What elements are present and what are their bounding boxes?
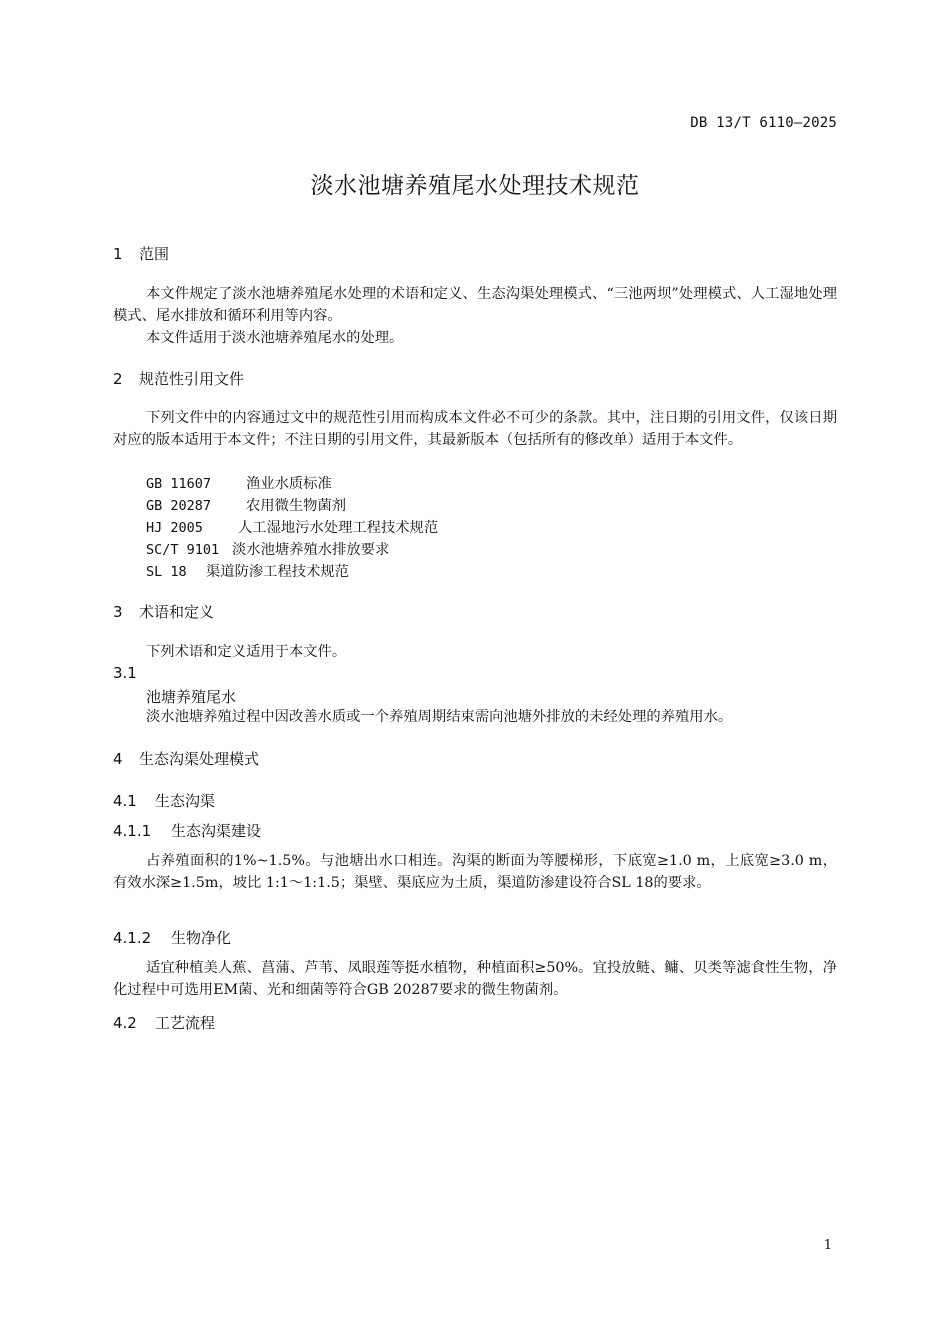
- document-title: 淡水池塘养殖尾水处理技术规范: [310, 173, 640, 199]
- section-number: 4.1.1: [113, 822, 152, 840]
- reference-title: 渠道防渗工程技术规范: [206, 564, 349, 580]
- term-number: 3.1: [113, 664, 137, 682]
- section-4-1-heading: [113, 790, 215, 811]
- reference-item: [146, 561, 349, 583]
- section-title: 生态沟渠处理模式: [139, 750, 260, 768]
- section-3-paragraph-1: 下列术语和定义适用于本文件。: [146, 644, 347, 660]
- section-number: 3: [113, 603, 123, 621]
- section-4-2-heading: [113, 1012, 215, 1033]
- section-number: 2: [113, 370, 123, 388]
- section-4-heading: [113, 748, 259, 769]
- reference-code: SL 18: [146, 564, 187, 580]
- reference-item: [146, 495, 346, 517]
- section-title: 术语和定义: [139, 603, 215, 621]
- page-number: 1: [823, 1238, 832, 1253]
- section-1-heading: [113, 243, 169, 264]
- reference-code: GB 20287: [146, 498, 212, 514]
- section-4-1-2-paragraph: 适宜种植美人蕉、菖蒲、芦苇、凤眼莲等挺水植物，种植面积≥50%。宜投放鲢、鳙、贝类等滤食性生物，净化过程中可选用EM菌、光和细菌等符合GB 20287要求的微生物菌剂。: [113, 960, 837, 998]
- reference-code: HJ 2005: [146, 520, 203, 536]
- section-1-paragraph-2: 本文件适用于淡水池塘养殖尾水的处理。: [146, 330, 404, 346]
- section-1-paragraph-1: 本文件规定了淡水池塘养殖尾水处理的术语和定义、生态沟渠处理模式、“三池两坝”处理模式、人工湿地处理模式、尾水排放和循环利用等内容。: [113, 286, 837, 324]
- section-number: 1: [113, 245, 123, 263]
- reference-code: GB 11607: [146, 476, 212, 492]
- reference-code: SC/T 9101: [146, 542, 220, 558]
- reference-item: [146, 517, 438, 539]
- term-definition: 淡水池塘养殖过程中因改善水质或一个养殖周期结束需向池塘外排放的未经处理的养殖用水。: [146, 709, 733, 725]
- standard-code: DB 13/T 6110—2025: [690, 115, 837, 131]
- section-4-1-1-heading: [113, 820, 261, 841]
- section-3-heading: [113, 601, 214, 622]
- section-2-paragraph-1: 下列文件中的内容通过文中的规范性引用而构成本文件必不可少的条款。其中，注日期的引用文件，仅该日期对应的版本适用于本文件；不注日期的引用文件，其最新版本（包括所有的修改单）适用于本文件。: [113, 410, 837, 448]
- section-number: 4.2: [113, 1014, 137, 1032]
- reference-item: [146, 539, 389, 561]
- reference-title: 农用微生物菌剂: [246, 498, 347, 514]
- section-4-1-2-heading: [113, 927, 231, 948]
- section-number: 4.1: [113, 792, 137, 810]
- section-2-heading: [113, 368, 244, 389]
- section-title: 生物净化: [171, 929, 232, 947]
- reference-item: [146, 473, 332, 495]
- term-name: 池塘养殖尾水: [146, 688, 237, 706]
- reference-title: 淡水池塘养殖水排放要求: [232, 542, 390, 558]
- section-number: 4.1.2: [113, 929, 152, 947]
- reference-title: 渔业水质标准: [246, 476, 332, 492]
- section-title: 工艺流程: [155, 1014, 216, 1032]
- section-number: 4: [113, 750, 123, 768]
- section-title: 生态沟渠建设: [171, 822, 262, 840]
- reference-title: 人工湿地污水处理工程技术规范: [238, 520, 439, 536]
- section-title: 生态沟渠: [155, 792, 216, 810]
- section-4-1-1-paragraph: 占养殖面积的1%~1.5%。与池塘出水口相连。沟渠的断面为等腰梯形，下底宽≥1.0 m，上底宽≥3.0 m，有效水深≥1.5m，坡比 1:1～1:1.5；渠壁、渠底应为土质，渠道防渗建设符合SL 18的要求。: [113, 853, 837, 891]
- section-title: 规范性引用文件: [139, 370, 245, 388]
- section-title: 范围: [139, 245, 170, 263]
